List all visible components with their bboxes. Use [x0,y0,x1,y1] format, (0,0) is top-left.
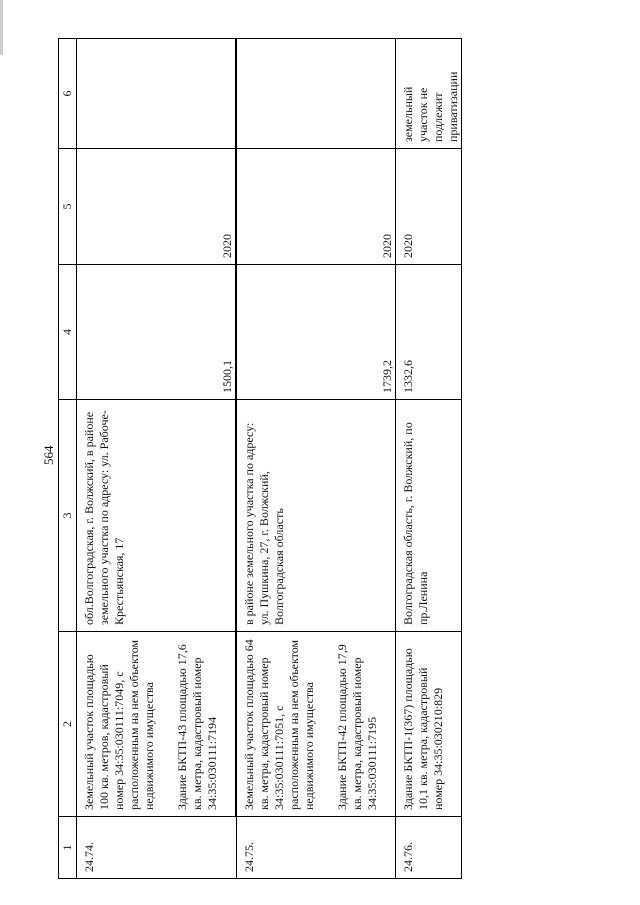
year-value: 2020 [401,234,415,258]
address-cell [77,400,236,632]
column-header: 5 [59,149,77,265]
note-text: земельный участок не подлежит приватизации [401,71,460,142]
object-text: Земельный участок площадью 64 кв. метра, кадастровый номер 34:35:030111:7051, с расположенным на нем объектом недвижимого имущества [242,639,316,810]
object-description [77,632,236,817]
year-value: 2020 [380,234,394,258]
note-cell [237,39,396,149]
note-cell [77,39,236,149]
address-text: Волгоградская область, г. Волжский, по пр.Ленина [401,422,430,625]
property-table [58,38,462,879]
table-header-row [59,39,77,879]
table-row [77,39,236,879]
area-cell [237,265,396,400]
scan-edge-mark [0,0,3,55]
area-cell [396,265,462,400]
area-cell [77,265,236,400]
column-header: 1 [59,817,77,879]
area-value: 1332,6 [401,360,415,393]
column-header: 4 [59,265,77,400]
area-value: 1739,2 [380,360,394,393]
year-cell [237,149,396,265]
address-cell [396,400,462,632]
row-number: 24.76. [396,817,462,879]
object-description [396,632,462,817]
address-cell [237,400,396,632]
year-value: 2020 [220,234,234,258]
address-text: обл.Волгоградская, г. Волжский, в районе земельного участка по адресу: ул. Рабоче-Крестьянская, 17 [82,410,126,625]
object-text: Здание БКТП-43 площадью 17,6 кв. метра, кадастровый номер 34:35:030111:7194 [175,644,219,810]
object-text: Здание БКТП-42 площадью 17,9 кв. метра, кадастровый номер 34:35:030111:7195 [335,644,379,810]
object-text: Земельный участок площадью 100 кв. метров, кадастровый номер 34:35:030111:7049, с расположенным на нем объектом недвижимого имущества [82,639,156,810]
row-number: 24.74. [77,817,237,879]
table-row [396,39,462,879]
year-cell [77,149,236,265]
table-row [237,39,396,879]
note-cell [396,39,462,149]
column-header: 3 [59,400,77,632]
year-cell [396,149,462,265]
row-number: 24.75. [237,817,396,879]
column-header: 2 [59,632,77,817]
area-value: 1500,1 [220,360,234,393]
object-text: Здание БКТП-1(367) площадью 10,1 кв. метра, кадастровый номер 34:35:030210:829 [401,648,445,810]
address-text: в районе земельного участка по адресу: ул. Пушкина, 27, г. Волжский, Волгоградская область [242,422,286,625]
object-description [237,632,396,817]
page-number: 564 [41,445,56,465]
column-header: 6 [59,39,77,149]
